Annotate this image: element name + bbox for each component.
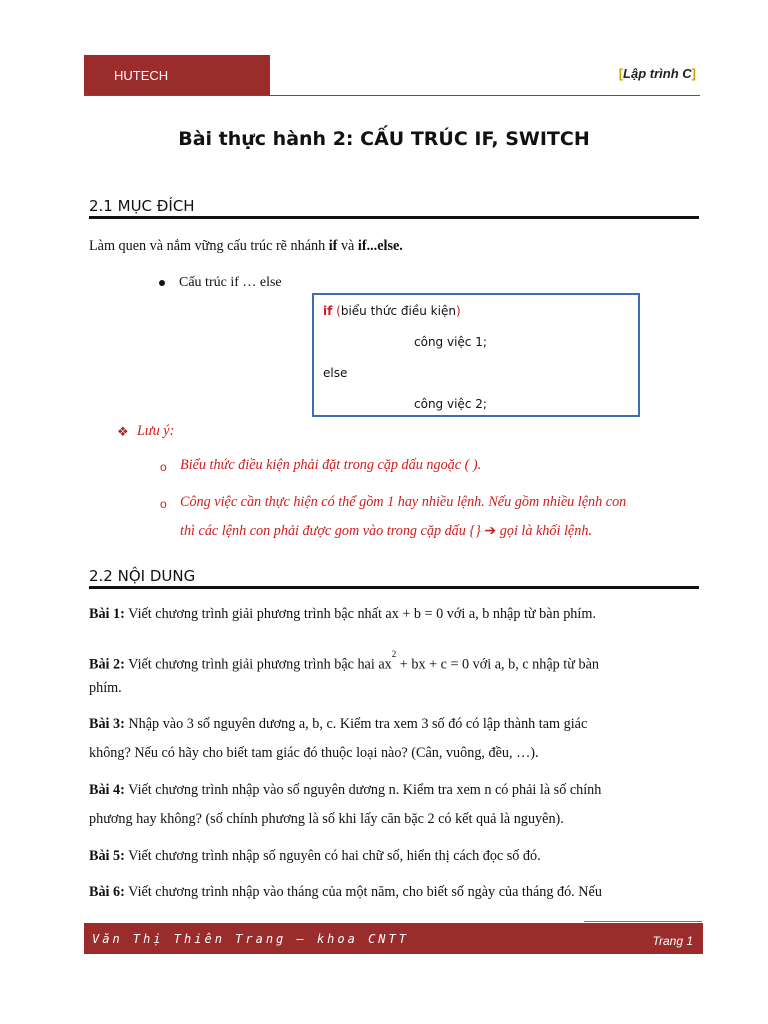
footer-bar xyxy=(84,923,703,954)
header-org: HUTECH xyxy=(114,67,169,83)
exercise-3-cont: không? Nếu có hãy cho biết tam giác đó thuộc loại nào? (Cân, vuông, đều, …). xyxy=(89,745,539,761)
exercise-1: Bài 1: Viết chương trình giải phương trình bậc nhất ax + b = 0 với a, b nhập từ bàn phím. xyxy=(89,606,596,622)
bullet-item: Cấu trúc if … else xyxy=(159,275,282,291)
code-line-if: if (biểu thức điều kiện) xyxy=(323,304,461,318)
page-number: Trang 1 xyxy=(652,934,693,948)
arrow-right-icon: ➔ xyxy=(484,523,497,539)
code-line-task2: công việc 2; xyxy=(414,397,487,411)
exercise-4: Bài 4: Viết chương trình nhập vào số nguyên dương n. Kiểm tra xem n có phải là số chính xyxy=(89,782,602,798)
page-title: Bài thực hành 2: CẤU TRÚC IF, SWITCH xyxy=(178,128,590,150)
exercise-6: Bài 6: Viết chương trình nhập vào tháng của một năm, cho biết số ngày của tháng đó. Nếu xyxy=(89,884,602,900)
section-heading-content: 2.2 NỘI DUNG xyxy=(89,567,196,585)
note-item: Biểu thức điều kiện phải đặt trong cặp dấu ngoặc ( ). xyxy=(180,457,482,473)
exercise-2-cont: phím. xyxy=(89,680,122,696)
note-item: Công việc cần thực hiện có thể gồm 1 hay nhiều lệnh. Nếu gồm nhiều lệnh con xyxy=(180,494,627,510)
section-rule xyxy=(89,586,699,589)
footer-divider xyxy=(584,921,702,922)
header-org-box xyxy=(84,55,270,95)
exercise-4-cont: phương hay không? (số chính phương là số khi lấy căn bặc 2 có kết quả là nguyên). xyxy=(89,811,564,827)
section-heading-purpose: 2.1 MỤC ĐÍCH xyxy=(89,197,195,215)
exercise-5: Bài 5: Viết chương trình nhập số nguyên có hai chữ số, hiển thị cách đọc số đó. xyxy=(89,848,541,864)
diamond-bullet-icon: ❖ xyxy=(117,424,129,439)
code-line-task1: công việc 1; xyxy=(414,335,487,349)
circle-bullet-icon: o xyxy=(160,460,167,474)
exercise-2: Bài 2: Viết chương trình giải phương trình bậc hai $ax^2$ + bx + c = 0 với a, b, c nhập từ bàn xyxy=(89,649,599,673)
exercise-3: Bài 3: Nhập vào 3 số nguyên dương a, b, c. Kiểm tra xem 3 số đó có lập thành tam giác xyxy=(89,716,588,732)
code-line-else: else xyxy=(323,366,348,380)
code-box xyxy=(312,293,640,417)
footer-author: Văn Thị Thiên Trang – khoa CNTT xyxy=(92,932,409,946)
section-rule xyxy=(89,216,699,219)
circle-bullet-icon: o xyxy=(160,497,167,511)
header-divider xyxy=(84,95,700,96)
header-course-label: Lập trình C xyxy=(623,66,692,81)
header-course: [Lập trình C] xyxy=(618,66,696,81)
note-label: Lưu ý: xyxy=(137,423,175,439)
intro-paragraph: Làm quen và nắm vững cấu trúc rẽ nhánh if và if...else. xyxy=(89,238,403,254)
note-item-continued: thì các lệnh con phải được gom vào trong cặp dấu {} ➔ gọi là khối lệnh. xyxy=(180,523,592,539)
bullet-dot-icon xyxy=(159,280,165,286)
